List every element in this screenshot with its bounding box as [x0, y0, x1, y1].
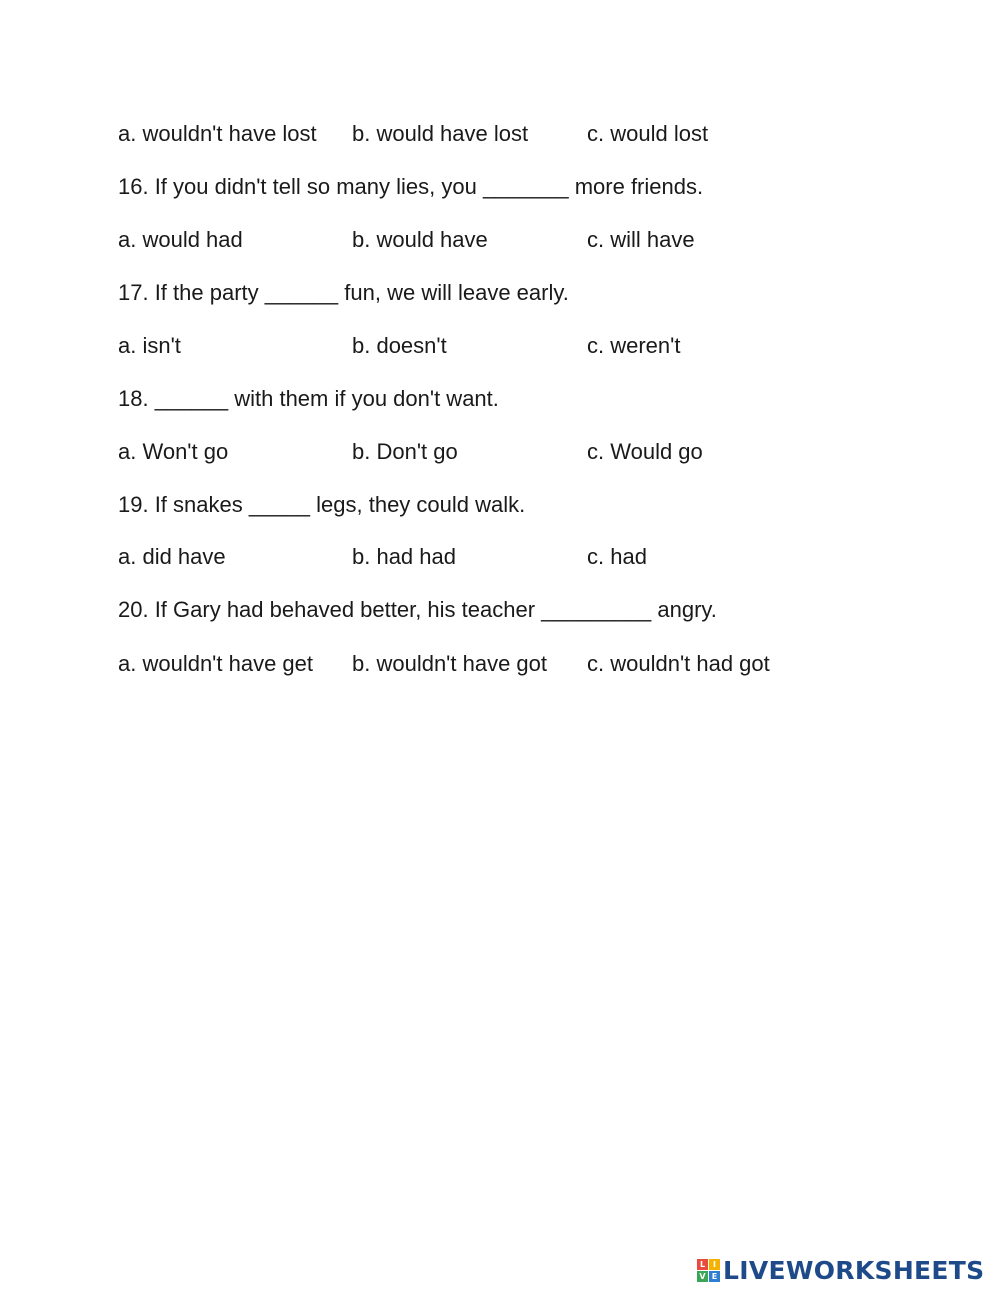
logo-mark-letter: I — [709, 1259, 720, 1270]
q20-option-a[interactable]: a. wouldn't have get — [118, 651, 314, 676]
q15-option-b[interactable]: b. would have lost — [352, 121, 529, 146]
logo-mark-letter: E — [709, 1271, 720, 1282]
q19-options — [118, 543, 647, 571]
q20-stem: 20. If Gary had behaved better, his teacher _________ angry. — [118, 597, 717, 622]
q19-option-b[interactable]: b. had had — [352, 544, 456, 569]
q18-option-c[interactable]: c. Would go — [587, 439, 703, 464]
logo-mark-icon — [697, 1259, 720, 1282]
logo-text: LIVEWORKSHEETS — [723, 1255, 985, 1285]
q19-option-c[interactable]: c. had — [587, 544, 647, 569]
q18-stem: 18. ______ with them if you don't want. — [118, 386, 499, 411]
q20-options — [118, 650, 770, 678]
q18-option-b[interactable]: b. Don't go — [352, 439, 458, 464]
q20-option-b[interactable]: b. wouldn't have got — [352, 651, 548, 676]
q15-option-a[interactable]: a. wouldn't have lost — [118, 121, 317, 146]
q19-option-a[interactable]: a. did have — [118, 544, 226, 569]
q18-option-a[interactable]: a. Won't go — [118, 439, 229, 464]
q16-option-c[interactable]: c. will have — [587, 227, 695, 252]
q20-option-c[interactable]: c. wouldn't had got — [587, 651, 770, 676]
q19-stem: 19. If snakes _____ legs, they could walk. — [118, 492, 526, 517]
logo-mark-letter: V — [697, 1271, 708, 1282]
q17-options — [118, 332, 681, 360]
q16-stem: 16. If you didn't tell so many lies, you _______ more friends. — [118, 174, 704, 199]
q16-option-b[interactable]: b. would have — [352, 227, 488, 252]
q17-option-c[interactable]: c. weren't — [587, 333, 681, 358]
q17-option-a[interactable]: a. isn't — [118, 333, 181, 358]
q17-option-b[interactable]: b. doesn't — [352, 333, 447, 358]
q18-options — [118, 438, 703, 466]
logo-mark-letter: L — [697, 1259, 708, 1270]
q15-options — [118, 120, 709, 148]
q16-options — [118, 226, 695, 254]
liveworksheets-logo — [697, 1255, 984, 1285]
q17-stem: 17. If the party ______ fun, we will leave early. — [118, 280, 569, 305]
q16-option-a[interactable]: a. would had — [118, 227, 243, 252]
q15-option-c[interactable]: c. would lost — [587, 121, 709, 146]
